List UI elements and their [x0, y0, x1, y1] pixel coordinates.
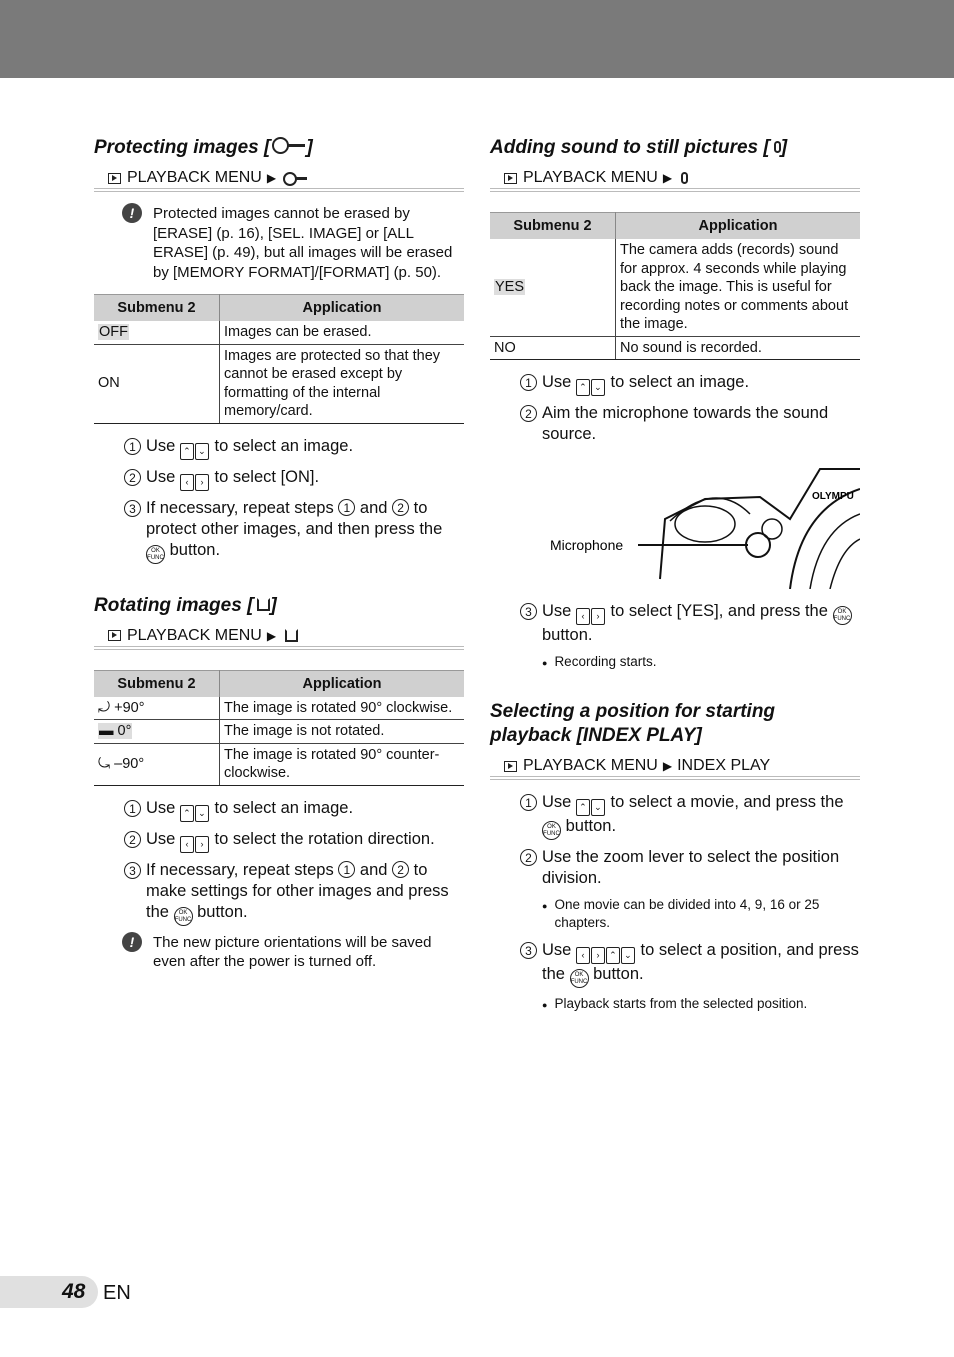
arrow-down-icon: ⌄: [195, 443, 209, 460]
step-number: 2: [124, 469, 141, 486]
step-number: 3: [520, 603, 537, 620]
arrow-up-icon: ⌃: [576, 799, 590, 816]
list-item: 2 Use the zoom lever to select the position division.: [520, 847, 860, 889]
arrow-down-icon: ⌄: [195, 805, 209, 822]
table-header: Application: [220, 670, 465, 697]
submenu-cell: ON: [94, 344, 220, 423]
page-language: EN: [103, 1282, 131, 1304]
submenu-cell: NO: [490, 336, 616, 360]
playback-icon: [108, 173, 121, 184]
arrow-left-icon: ‹: [180, 836, 194, 853]
index-menu-path: PLAYBACK MENU ▶ INDEX PLAY: [490, 756, 860, 780]
list-item: 2 Use ‹ › to select [ON].: [124, 467, 464, 491]
list-item: 3 If necessary, repeat steps 1 and 2 to make settings for other images and press the OK FUNC button.: [124, 860, 464, 926]
list-item: 2 Aim the microphone towards the sound source.: [520, 403, 860, 445]
rotate-caution: [122, 933, 464, 972]
camera-figure: [490, 459, 860, 589]
step-ref: 1: [338, 861, 355, 878]
table-header: Submenu 2: [94, 295, 220, 322]
arrow-up-icon: ⌃: [180, 805, 194, 822]
left-column: [94, 136, 464, 972]
protect-steps: [124, 436, 464, 564]
microphone-icon: [681, 172, 688, 184]
sound-steps: [520, 372, 860, 445]
rotate-icon: [285, 629, 298, 642]
step-ref: 2: [392, 499, 409, 516]
arrow-right-icon: ▶: [266, 628, 277, 643]
protect-key-icon: [283, 172, 307, 184]
step-number: 3: [520, 942, 537, 959]
caution-icon: !: [122, 932, 142, 952]
step-number: 2: [520, 405, 537, 422]
arrow-right-icon: ›: [195, 836, 209, 853]
application-cell: The camera adds (records) sound for approx. 4 seconds while playing back the image. This is useful for recording notes or comments about the image.: [616, 239, 861, 336]
protect-menu-path: PLAYBACK MENU ▶: [94, 168, 464, 192]
right-column: [490, 136, 860, 1022]
ok-func-button-icon: OK FUNC: [174, 907, 193, 926]
rotate-ccw-icon: ⤿: [98, 755, 111, 772]
step-number: 2: [520, 849, 537, 866]
step-number: 1: [124, 800, 141, 817]
application-cell: The image is rotated 90° counter-clockwise.: [220, 743, 465, 785]
arrow-right-icon: ›: [195, 474, 209, 491]
rotate-table: [94, 670, 464, 786]
arrow-up-icon: ⌃: [576, 379, 590, 396]
list-item: 1 Use ⌃ ⌄ to select an image.: [124, 798, 464, 822]
ok-func-button-icon: OK FUNC: [542, 821, 561, 840]
ok-func-button-icon: OK FUNC: [833, 606, 852, 625]
rotate-cw-icon: ⤾: [98, 699, 111, 716]
arrow-up-icon: ⌃: [180, 443, 194, 460]
index-steps: [520, 792, 860, 1014]
list-item: 1 Use ⌃ ⌄ to select an image.: [520, 372, 860, 396]
rotate-icon: [257, 598, 270, 611]
step-ref: 1: [338, 499, 355, 516]
table-row: [490, 239, 860, 336]
step-number: 3: [124, 862, 141, 879]
list-item: ● Playback starts from the selected position.: [542, 995, 860, 1014]
list-item: ● Recording starts.: [542, 653, 860, 672]
arrow-left-icon: ‹: [576, 608, 590, 625]
table-header: Submenu 2: [94, 670, 220, 697]
sound-table: [490, 212, 860, 360]
arrow-right-icon: ›: [591, 608, 605, 625]
list-item: 1 Use ⌃ ⌄ to select a movie, and press the OK FUNC button.: [520, 792, 860, 840]
list-item: ● One movie can be divided into 4, 9, 16 or 25 chapters.: [542, 896, 860, 932]
mode-dial: [675, 506, 735, 542]
list-item: 3 Use ‹ › to select [YES], and press the OK FUNC button.: [520, 601, 860, 646]
ok-func-button-icon: OK FUNC: [146, 545, 165, 564]
list-item: 1 Use ⌃ ⌄ to select an image.: [124, 436, 464, 460]
no-rotate-icon: ▬: [99, 723, 114, 739]
arrow-left-icon: ‹: [576, 947, 590, 964]
brand-logo: OLYMPU: [812, 491, 854, 502]
top-banner: [0, 0, 954, 78]
protect-title: Protecting images [ ]: [94, 137, 313, 158]
table-row: [94, 321, 464, 344]
arrow-right-icon: ›: [591, 947, 605, 964]
arrow-right-icon: ▶: [662, 171, 673, 185]
arrow-right-icon: ▶: [662, 759, 673, 773]
protect-table: [94, 294, 464, 424]
playback-icon: [108, 630, 121, 641]
arrow-down-icon: ⌄: [621, 947, 635, 964]
application-cell: No sound is recorded.: [616, 336, 861, 360]
table-header: Submenu 2: [490, 213, 616, 240]
playback-icon: [504, 761, 517, 772]
step-ref: 2: [392, 861, 409, 878]
step-number: 1: [520, 794, 537, 811]
playback-icon: [504, 173, 517, 184]
protect-key-icon: [272, 137, 306, 153]
arrow-down-icon: ⌄: [591, 379, 605, 396]
table-row: ▬ 0° The image is not rotated.: [94, 720, 464, 744]
step-number: 2: [124, 831, 141, 848]
submenu-cell: YES: [495, 279, 525, 295]
table-row: ⤾ +90° The image is rotated 90° clockwise.: [94, 697, 464, 720]
sound-menu-path: PLAYBACK MENU ▶: [490, 168, 860, 192]
arrow-up-icon: ⌃: [606, 947, 620, 964]
table-header: Application: [616, 213, 861, 240]
rotate-menu-path: PLAYBACK MENU ▶: [94, 626, 464, 650]
arrow-down-icon: ⌄: [591, 799, 605, 816]
list-item: 2 Use ‹ › to select the rotation direction.: [124, 829, 464, 853]
list-item: 3 If necessary, repeat steps 1 and 2 to protect other images, and then press the OK FUNC button.: [124, 498, 464, 564]
step-number: 3: [124, 500, 141, 517]
step-number: 1: [520, 374, 537, 391]
page-number: 48: [62, 1280, 86, 1303]
rotate-steps: [124, 798, 464, 926]
step-number: 1: [124, 438, 141, 455]
table-row: [94, 344, 464, 423]
application-cell: The image is rotated 90° clockwise.: [220, 697, 465, 720]
application-cell: Images can be erased.: [220, 321, 465, 344]
caution-text: Protected images cannot be erased by [ERASE] (p. 16), [SEL. IMAGE] or [ALL ERASE] (p. 49), but all images will be erased by [MEMORY FORMAT]/[FORMAT] (p. 50).: [153, 205, 453, 281]
table-header: Application: [220, 295, 465, 322]
caution-text: The new picture orientations will be saved even after the power is turned off.: [153, 933, 432, 970]
application-cell: The image is not rotated.: [220, 720, 465, 744]
arrow-right-icon: ▶: [266, 171, 277, 185]
sound-steps-cont: [520, 601, 860, 672]
list-item: 3 Use ‹ › ⌃ ⌄ to select a position, and press the OK FUNC button.: [520, 940, 860, 988]
caution-icon: !: [122, 203, 142, 223]
protect-caution: [122, 204, 464, 282]
table-row: ⤿ –90° The image is rotated 90° counter-clockwise.: [94, 743, 464, 785]
microphone-label: Microphone: [550, 537, 624, 553]
table-row: [490, 336, 860, 360]
microphone-icon: [774, 141, 781, 153]
sound-title: Adding sound to still pictures [ ]: [490, 137, 788, 158]
index-title: Selecting a position for starting playback [INDEX PLAY]: [490, 701, 776, 746]
ok-func-button-icon: OK FUNC: [570, 969, 589, 988]
application-cell: Images are protected so that they cannot be erased except by formatting of the internal memory/card.: [220, 344, 465, 423]
rotate-title: Rotating images [ ]: [94, 594, 277, 616]
arrow-left-icon: ‹: [180, 474, 194, 491]
submenu-cell: OFF: [99, 324, 128, 340]
